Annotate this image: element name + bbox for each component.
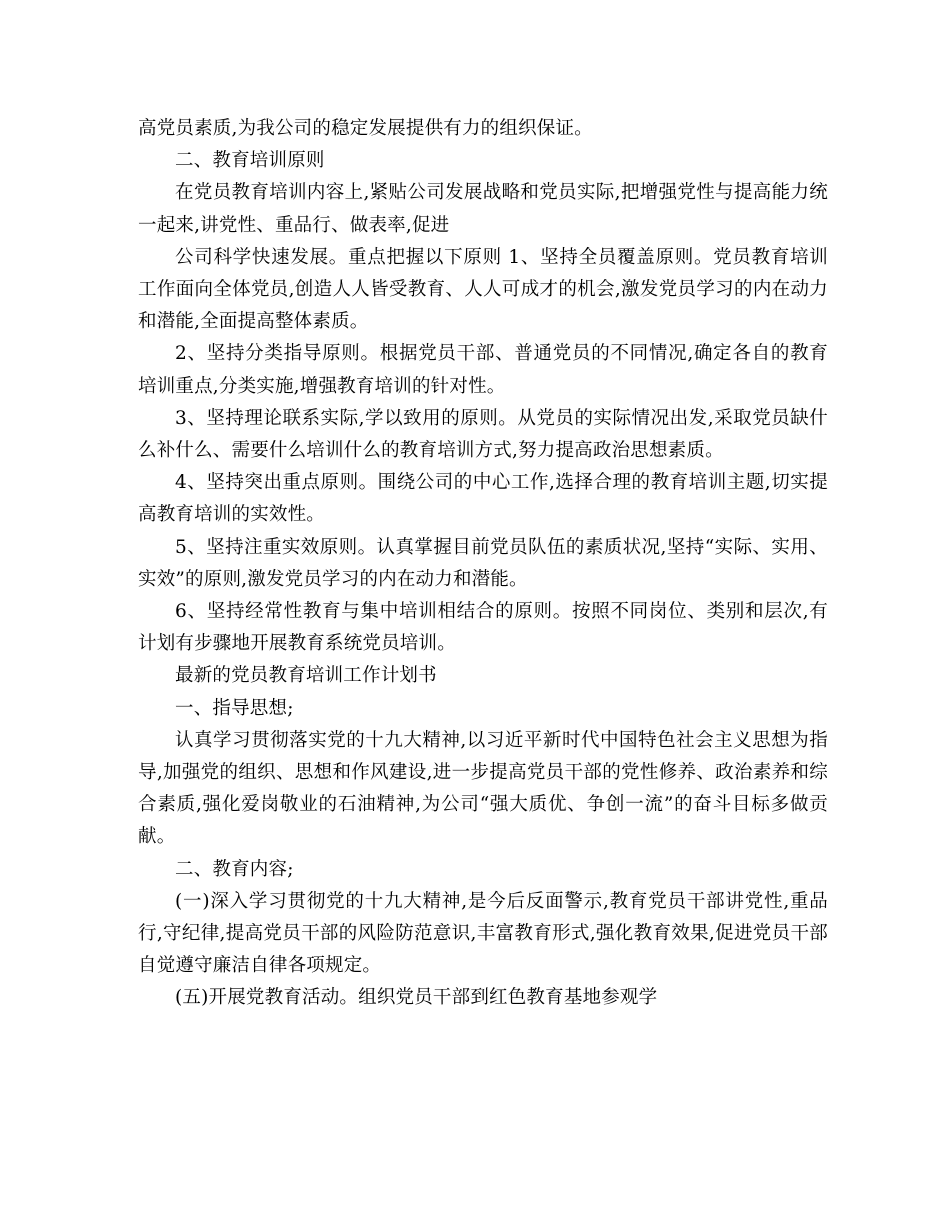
list-item: 4、坚持突出重点原则。围绕公司的中心工作,选择合理的教育培训主题,切实提高教育培训的实效性。 [138,472,828,526]
section-heading: 一、指导思想; [175,697,294,719]
section-heading: 二、教育内容; [175,858,294,880]
list-item: 3、坚持理论联系实际,学以致用的原则。从党员的实际情况出发,采取党员缺什么补什么、需要什么培训什么的教育培训方式,努力提高政治思想素质。 [138,407,829,462]
document-title: 最新的党员教育培训工作计划书 [175,665,437,687]
list-item: 2、坚持分类指导原则。根据党员干部、普通党员的不同情况,确定各自的教育培训重点,分类实施,增强教育培训的针对性。 [138,343,828,397]
document-body [138,113,828,1015]
paragraph: 在党员教育培训内容上,紧贴公司发展战略和党员实际,把增强党性与提高能力统一起来,讲党性、重品行、做表率,促进 [138,182,828,236]
section-heading: 二、教育培训原则 [175,150,325,172]
paragraph: 高党员素质,为我公司的稳定发展提供有力的组织保证。 [138,118,593,139]
paragraph: 公司科学快速发展。重点把握以下原则 1、坚持全员覆盖原则。党员教育培训工作面向全体党员,创造人人皆受教育、人人可成才的机会,激发党员学习的内在动力和潜能,全面提高整体素质。 [138,246,828,333]
paragraph: (五)开展党教育活动。组织党员干部到红色教育基地参观学 [175,987,658,1009]
list-item: 5、坚持注重实效原则。认真掌握目前党员队伍的素质状况,坚持“实际、实用、实效”的原则,激发党员学习的内在动力和潜能。 [138,536,828,590]
list-item: 6、坚持经常性教育与集中培训相结合的原则。按照不同岗位、类别和层次,有计划有步骤地开展教育系统党员培训。 [138,601,828,655]
paragraph: (一)深入学习贯彻党的十九大精神,是今后反面警示,教育党员干部讲党性,重品行,守纪律,提高党员干部的风险防范意识,丰富教育形式,强化教育效果,促进党员干部自觉遵守廉洁自律各项规定。 [138,890,828,977]
paragraph: 认真学习贯彻落实党的十九大精神,以习近平新时代中国特色社会主义思想为指导,加强党的组织、思想和作风建设,进一步提高党员干部的党性修养、政治素养和综合素质,强化爱岗敬业的石油精神,为公司“强大质优、争创一流”的奋斗目标多做贡献。 [138,729,828,848]
